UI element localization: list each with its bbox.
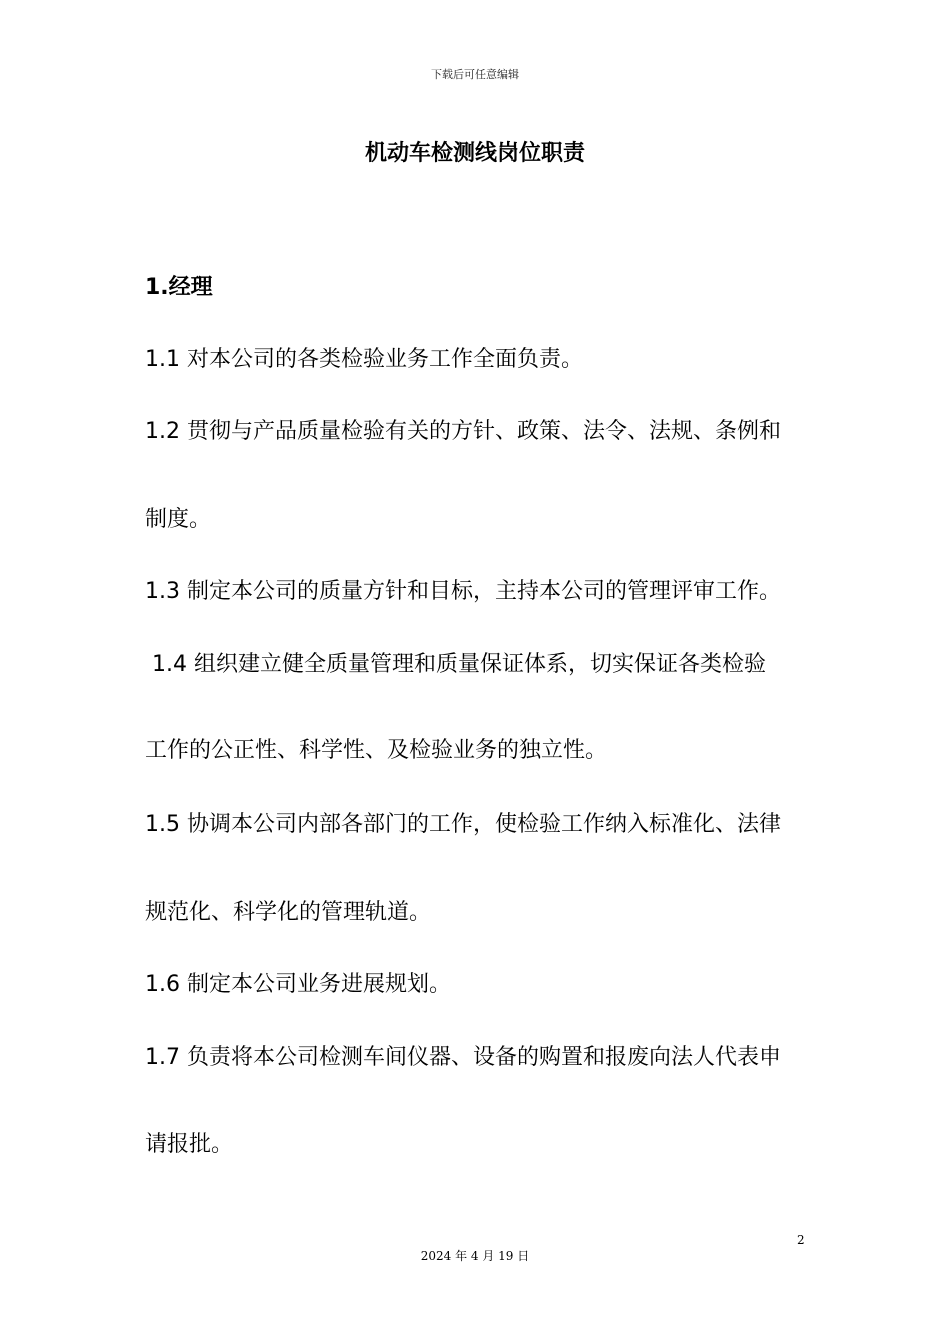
section-heading: 1.经理 [145, 275, 213, 300]
paragraph-line: 请报批。 [145, 1132, 234, 1157]
paragraph-line: 工作的公正性、科学性、及检验业务的独立性。 [145, 738, 608, 763]
paragraph-line: 1.7 负责将本公司检测车间仪器、设备的购置和报废向法人代表申 [145, 1045, 781, 1070]
header-note: 下载后可任意编辑 [431, 68, 519, 81]
paragraph-line: 1.1 对本公司的各类检验业务工作全面负责。 [145, 347, 583, 372]
paragraph-line: 1.4 组织建立健全质量管理和质量保证体系，切实保证各类检验 [145, 652, 766, 677]
footer-date: 2024 年 4 月 19 日 [420, 1249, 530, 1263]
paragraph-line: 1.6 制定本公司业务进展规划。 [145, 972, 451, 997]
paragraph-line: 制度。 [145, 507, 212, 532]
paragraph-line: 1.5 协调本公司内部各部门的工作，使检验工作纳入标准化、法律 [145, 812, 781, 837]
document-title: 机动车检测线岗位职责 [364, 141, 585, 166]
paragraph-line: 1.3 制定本公司的质量方针和目标，主持本公司的管理评审工作。 [145, 579, 781, 604]
paragraph-line: 1.2 贯彻与产品质量检验有关的方针、政策、法令、法规、条例和 [145, 419, 781, 444]
paragraph-line: 规范化、科学化的管理轨道。 [145, 900, 432, 925]
page-number: 2 [797, 1233, 805, 1247]
